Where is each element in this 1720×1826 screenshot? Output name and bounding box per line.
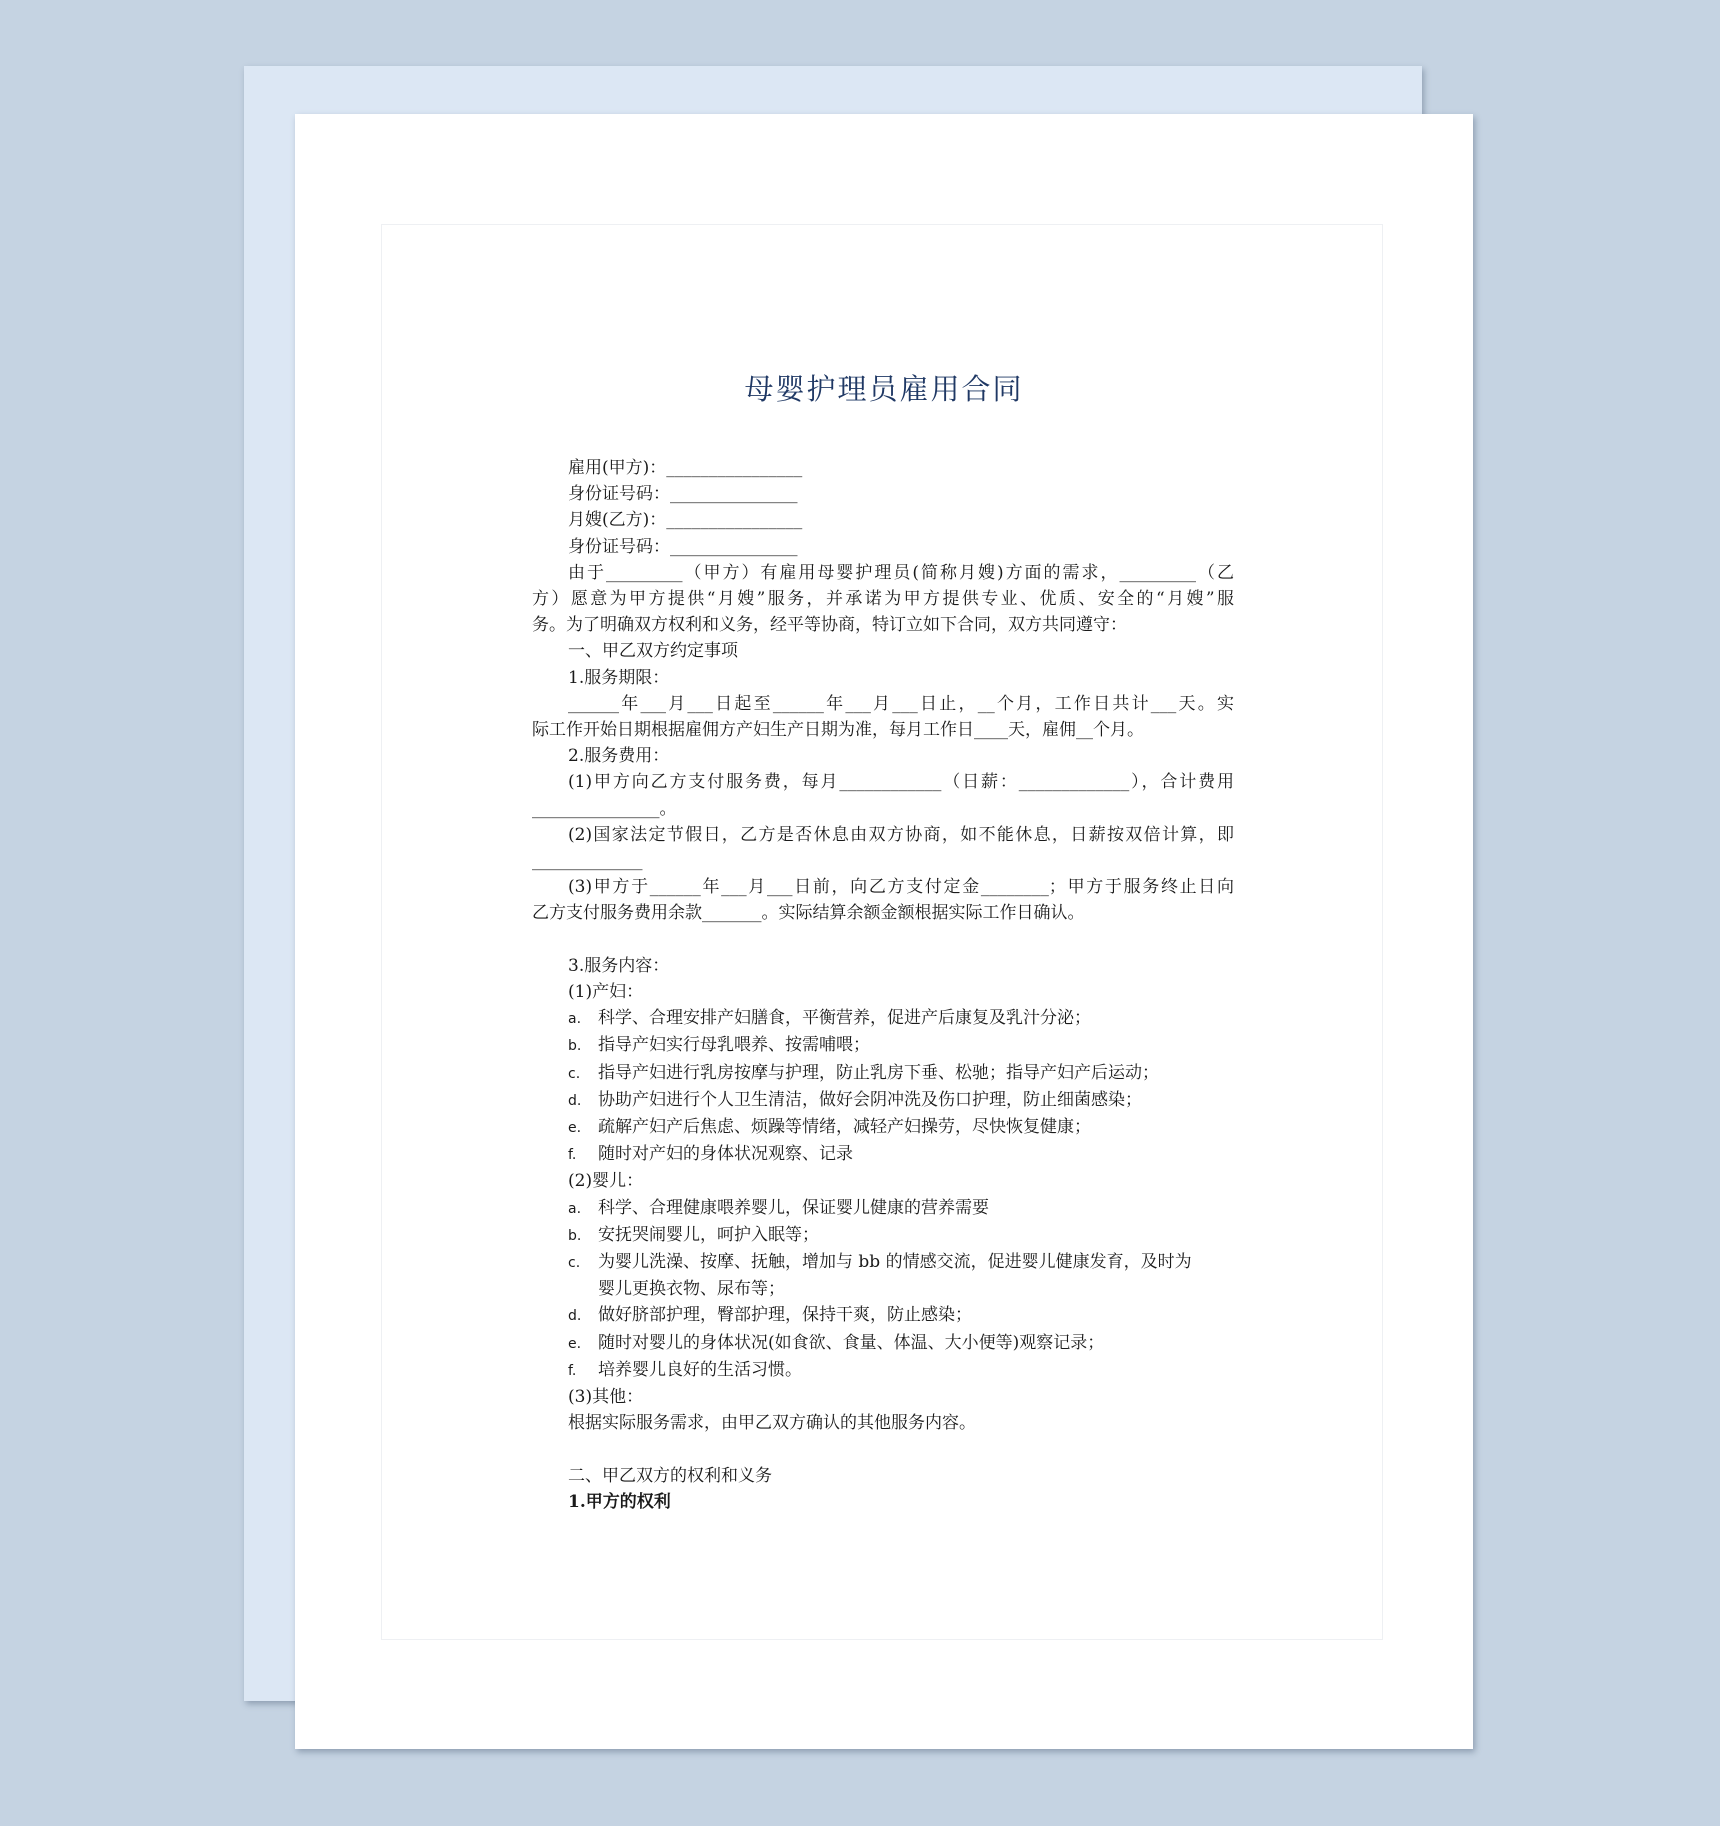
baby-heading: (2)婴儿： <box>568 1171 644 1192</box>
intro-line: 方）愿意为甲方提供“月嫂”服务，并承诺为甲方提供专业、优质、安全的“月嫂”服 <box>532 589 1234 610</box>
item-text: 疏解产妇产后焦虑、烦躁等情绪，减轻产妇操劳，尽快恢复健康； <box>598 1117 1091 1138</box>
baby-item <box>532 1276 1234 1302</box>
baby-item <box>532 1302 1234 1329</box>
party-nanny-id-line: 身份证号码：_______________ <box>568 536 798 557</box>
item-text: 婴儿更换衣物、尿布等； <box>598 1279 785 1300</box>
term-heading: 1.服务期限： <box>568 667 670 688</box>
mother-item <box>532 1005 1234 1032</box>
item-marker: c. <box>568 1255 581 1272</box>
mother-item <box>532 1060 1234 1087</box>
baby-item <box>532 1222 1234 1249</box>
item-text: 指导产妇进行乳房按摩与护理，防止乳房下垂、松驰；指导产妇产后运动； <box>598 1062 1159 1083</box>
intro-line: 由于_________（甲方）有雇用母婴护理员(简称月嫂)方面的需求，_________（乙 <box>568 562 1234 583</box>
mother-item <box>532 1114 1234 1141</box>
other-text: 根据实际服务需求，由甲乙双方确认的其他服务内容。 <box>568 1413 976 1434</box>
item-text: 培养婴儿良好的生活习惯。 <box>598 1359 802 1380</box>
blank-line <box>532 1437 1234 1463</box>
document-body <box>532 455 1234 1515</box>
intro-line: 务。为了明确双方权利和义务，经平等协商，特订立如下合同，双方共同遵守： <box>532 615 1127 636</box>
fee-line: _____________ <box>532 851 643 872</box>
party-nanny-line: 月嫂(乙方)：________________ <box>568 510 803 531</box>
item-marker: b. <box>568 1227 582 1244</box>
document-page <box>295 114 1473 1749</box>
fee-line: 乙方支付服务费用余款_______。实际结算余额金额根据实际工作日确认。 <box>532 903 1085 924</box>
item-marker: e. <box>568 1120 582 1137</box>
item-marker: d. <box>568 1092 582 1109</box>
fee-line: _______________。 <box>532 798 677 819</box>
item-text: 安抚哭闹婴儿，呵护入眠等； <box>598 1224 819 1245</box>
section1-heading: 一、甲乙双方约定事项 <box>568 641 738 662</box>
blank-line <box>532 927 1234 953</box>
party-employer-line: 雇用(甲方)：________________ <box>568 458 803 478</box>
item-text: 指导产妇实行母乳喂养、按需哺喂； <box>598 1035 870 1056</box>
mother-item <box>532 1087 1234 1114</box>
item-marker: e. <box>568 1335 582 1352</box>
item-marker: a. <box>568 1011 582 1028</box>
baby-item <box>532 1249 1234 1276</box>
item-marker: d. <box>568 1308 582 1325</box>
item-text: 协助产妇进行个人卫生清洁，做好会阴冲洗及伤口护理，防止细菌感染； <box>598 1089 1142 1110</box>
party-employer-id-line: 身份证号码：_______________ <box>568 484 798 505</box>
baby-item <box>532 1330 1234 1357</box>
item-marker: f. <box>568 1147 577 1164</box>
item-marker: b. <box>568 1038 582 1055</box>
baby-item <box>532 1195 1234 1222</box>
term-line: ______年___月___日起至______年___月___日止，__个月，工作日共计___天。实 <box>568 693 1234 714</box>
service-content-heading: 3.服务内容： <box>568 955 670 976</box>
item-text: 科学、合理安排产妇膳食，平衡营养，促进产后康复及乳汁分泌； <box>598 1008 1091 1029</box>
section2-subheading: 1.甲方的权利 <box>568 1491 671 1512</box>
mother-item <box>532 1141 1234 1168</box>
fee-line: (1)甲方向乙方支付服务费，每月____________（日薪：_____________），合计费用 <box>568 772 1234 793</box>
item-text: 做好脐部护理，臀部护理，保持干爽，防止感染； <box>598 1305 972 1326</box>
mother-item <box>532 1032 1234 1059</box>
item-text: 随时对产妇的身体状况观察、记录 <box>598 1144 853 1165</box>
fee-line: (2)国家法定节假日，乙方是否休息由双方协商，如不能休息，日薪按双倍计算，即 <box>568 824 1234 845</box>
item-marker: a. <box>568 1200 582 1217</box>
item-marker: c. <box>568 1065 581 1082</box>
baby-item <box>532 1357 1234 1384</box>
term-line: 际工作开始日期根据雇佣方产妇生产日期为准，每月工作日____天，雇佣__个月。 <box>532 720 1144 741</box>
mother-heading: (1)产妇： <box>568 982 644 1003</box>
item-text: 为婴儿洗澡、按摩、抚触，增加与 bb 的情感交流，促进婴儿健康发育，及时为 <box>598 1252 1192 1273</box>
other-heading: (3)其他： <box>568 1387 644 1408</box>
fee-heading: 2.服务费用： <box>568 746 670 767</box>
item-text: 随时对婴儿的身体状况(如食欲、食量、体温、大小便等)观察记录； <box>598 1332 1105 1353</box>
item-marker: f. <box>568 1362 577 1379</box>
fee-line: (3)甲方于______年___月___日前，向乙方支付定金________；甲方于服务终止日向 <box>568 877 1234 898</box>
item-text: 科学、合理健康喂养婴儿，保证婴儿健康的营养需要 <box>598 1197 989 1218</box>
document-title: 母婴护理员雇用合同 <box>744 372 1024 406</box>
section2-heading: 二、甲乙双方的权利和义务 <box>568 1465 772 1486</box>
